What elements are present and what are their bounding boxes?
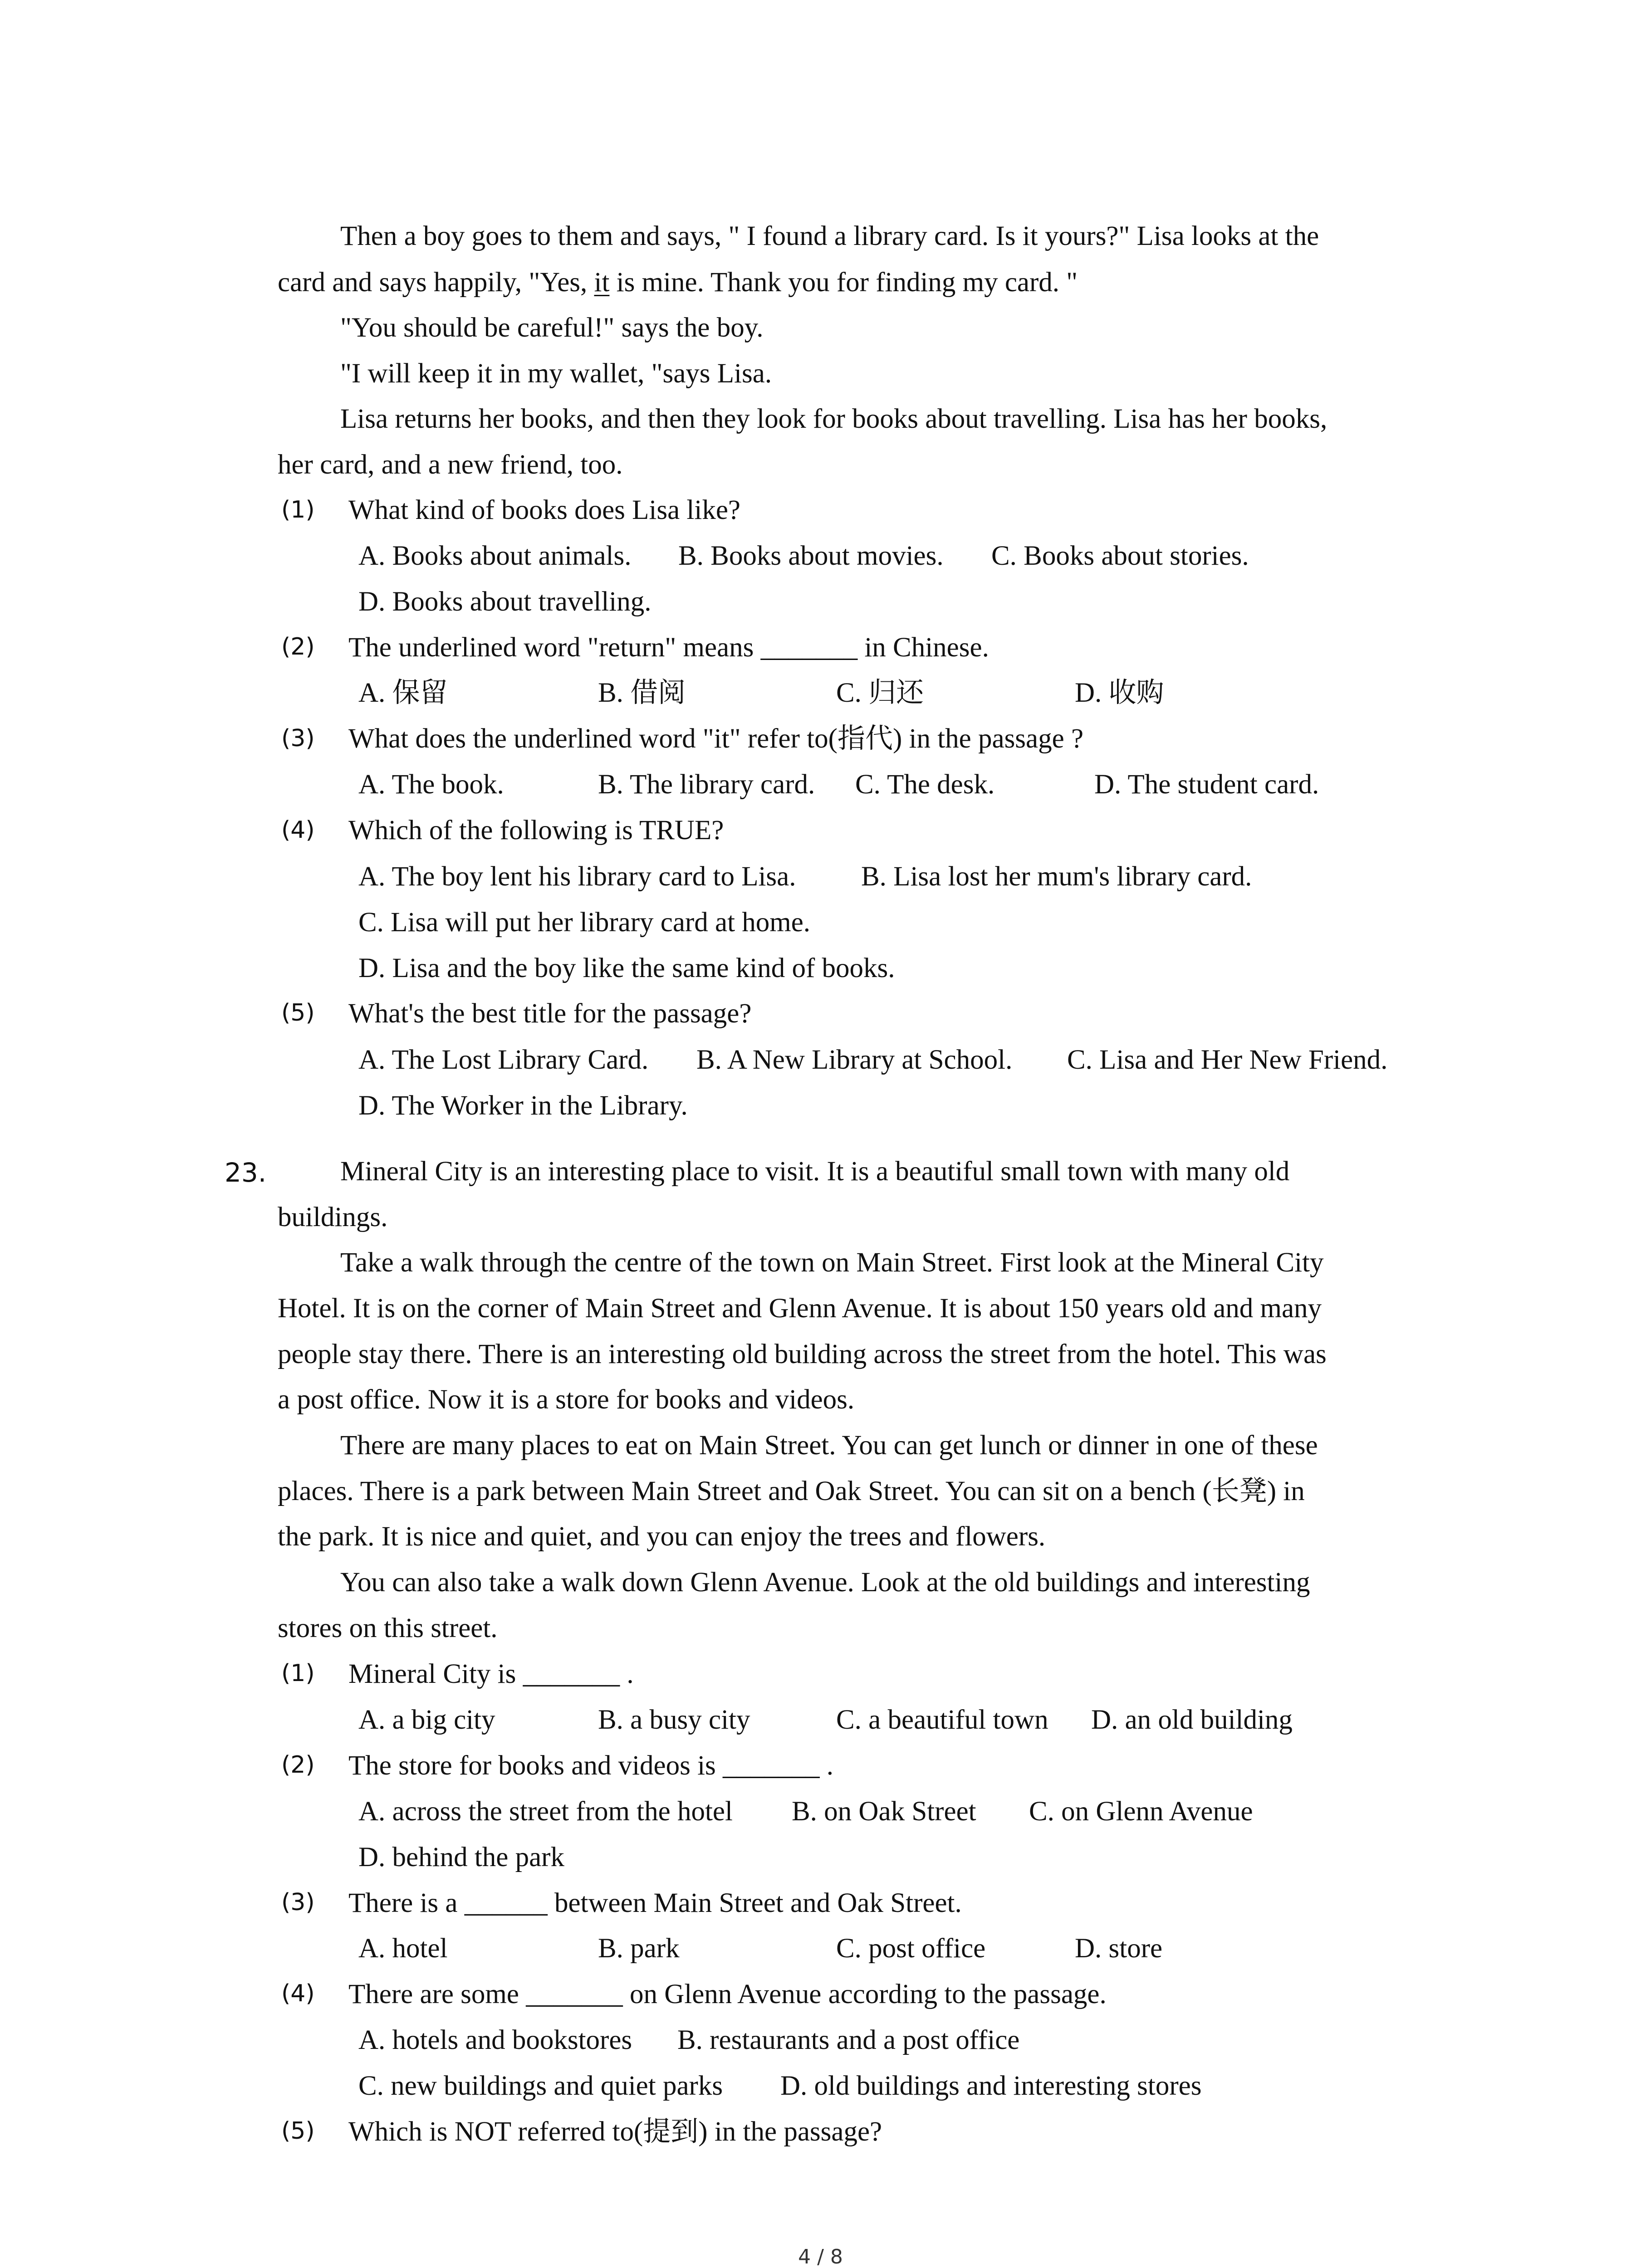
question-text: The store for books and videos is _______ . [348, 1750, 834, 1781]
question-number: (3) [281, 1889, 315, 1916]
paragraph-line: Lisa returns her books, and then they look for books about travelling. Lisa has her books, [340, 404, 1327, 434]
option-d: D. behind the park [358, 1842, 564, 1872]
underlined-word: it [594, 267, 610, 298]
option-c: C. a beautiful town [836, 1705, 1048, 1735]
paragraph-line: Then a boy goes to them and says, " I found a library card. Is it yours?" Lisa looks at the [340, 221, 1319, 251]
option-b: B. restaurants and a post office [677, 2025, 1020, 2055]
passage-number: 23. [225, 1157, 267, 1188]
option-d: D. 收购 [1075, 678, 1164, 708]
paragraph-line: Mineral City is an interesting place to visit. It is a beautiful small town with many old [340, 1156, 1290, 1187]
paragraph-line: There are many places to eat on Main Street. You can get lunch or dinner in one of these [340, 1430, 1318, 1461]
option-a: A. a big city [358, 1705, 495, 1735]
option-c: C. new buildings and quiet parks [358, 2071, 723, 2101]
question-number: (1) [281, 496, 315, 523]
option-a: A. The boy lent his library card to Lisa. [358, 861, 796, 892]
question-number: (2) [281, 633, 315, 660]
paragraph-line: Hotel. It is on the corner of Main Street and Glenn Avenue. It is about 150 years old and many [278, 1293, 1322, 1324]
option-c: C. post office [836, 1933, 986, 1964]
option-b: B. Books about movies. [678, 541, 944, 571]
question-text: What does the underlined word "it" refer to(指代) in the passage ? [348, 723, 1084, 754]
question-number: (3) [281, 725, 315, 752]
option-b: B. a busy city [598, 1705, 750, 1735]
paragraph-line: "I will keep it in my wallet, "says Lisa. [340, 358, 772, 389]
option-b: B. Lisa lost her mum's library card. [861, 861, 1252, 892]
option-b: B. on Oak Street [792, 1796, 976, 1827]
option-c: C. Lisa will put her library card at home. [358, 907, 811, 938]
option-b: B. 借阅 [598, 678, 686, 708]
question-text: What's the best title for the passage? [348, 998, 752, 1029]
option-a: A. hotels and bookstores [358, 2025, 632, 2055]
paragraph-line: places. There is a park between Main Street and Oak Street. You can sit on a bench (长凳) in [278, 1476, 1305, 1506]
option-c: C. The desk. [855, 769, 995, 800]
question-text: There are some _______ on Glenn Avenue according to the passage. [348, 1979, 1107, 2009]
question-text: There is a ______ between Main Street and Oak Street. [348, 1888, 962, 1918]
option-d: D. The student card. [1094, 769, 1319, 800]
paragraph-line: buildings. [278, 1202, 388, 1232]
question-number: (5) [281, 999, 315, 1026]
question-text: The underlined word "return" means _______ in Chinese. [348, 632, 989, 663]
question-number: (4) [281, 816, 315, 844]
paragraph-line: You can also take a walk down Glenn Avenue. Look at the old buildings and interesting [340, 1567, 1310, 1598]
text-span: is mine. Thank you for finding my card. " [609, 267, 1078, 298]
question-number: (1) [281, 1660, 315, 1687]
option-b: B. park [598, 1933, 680, 1964]
question-number: (2) [281, 1751, 315, 1779]
option-c: C. Books about stories. [991, 541, 1249, 571]
option-d: D. Lisa and the boy like the same kind of books. [358, 953, 895, 983]
page-number: 4 / 8 [798, 2245, 843, 2268]
option-d: D. The Worker in the Library. [358, 1090, 688, 1121]
paragraph-line [278, 269, 1078, 296]
question-text: Mineral City is _______ . [348, 1659, 634, 1689]
paragraph-line: stores on this street. [278, 1613, 498, 1643]
option-c: C. on Glenn Avenue [1029, 1796, 1253, 1827]
option-a: A. 保留 [358, 678, 448, 708]
question-text: Which is NOT referred to(提到) in the passage? [348, 2116, 882, 2147]
question-text: What kind of books does Lisa like? [348, 495, 740, 525]
option-b: B. The library card. [598, 769, 815, 800]
text-span: card and says happily, "Yes, [278, 267, 594, 298]
question-number: (4) [281, 1980, 315, 2007]
paragraph-line: her card, and a new friend, too. [278, 450, 623, 480]
option-a: A. The book. [358, 769, 504, 800]
option-c: C. Lisa and Her New Friend. [1067, 1045, 1388, 1075]
paragraph-line: Take a walk through the centre of the town on Main Street. First look at the Mineral City [340, 1247, 1324, 1278]
option-a: A. The Lost Library Card. [358, 1045, 649, 1075]
option-b: B. A New Library at School. [696, 1045, 1013, 1075]
option-a: A. Books about animals. [358, 541, 632, 571]
option-c: C. 归还 [836, 678, 924, 708]
paragraph-line: "You should be careful!" says the boy. [340, 313, 764, 343]
option-d: D. store [1075, 1933, 1163, 1964]
option-a: A. across the street from the hotel [358, 1796, 733, 1827]
option-d: D. Books about travelling. [358, 587, 652, 617]
question-number: (5) [281, 2117, 315, 2145]
paragraph-line: people stay there. There is an interesting old building across the street from the hotel. This was [278, 1339, 1327, 1369]
paragraph-line: the park. It is nice and quiet, and you can enjoy the trees and flowers. [278, 1521, 1046, 1552]
option-d: D. old buildings and interesting stores [780, 2071, 1202, 2101]
option-d: D. an old building [1091, 1705, 1293, 1735]
option-a: A. hotel [358, 1933, 448, 1964]
question-text: Which of the following is TRUE? [348, 815, 724, 846]
paragraph-line: a post office. Now it is a store for books and videos. [278, 1384, 855, 1415]
